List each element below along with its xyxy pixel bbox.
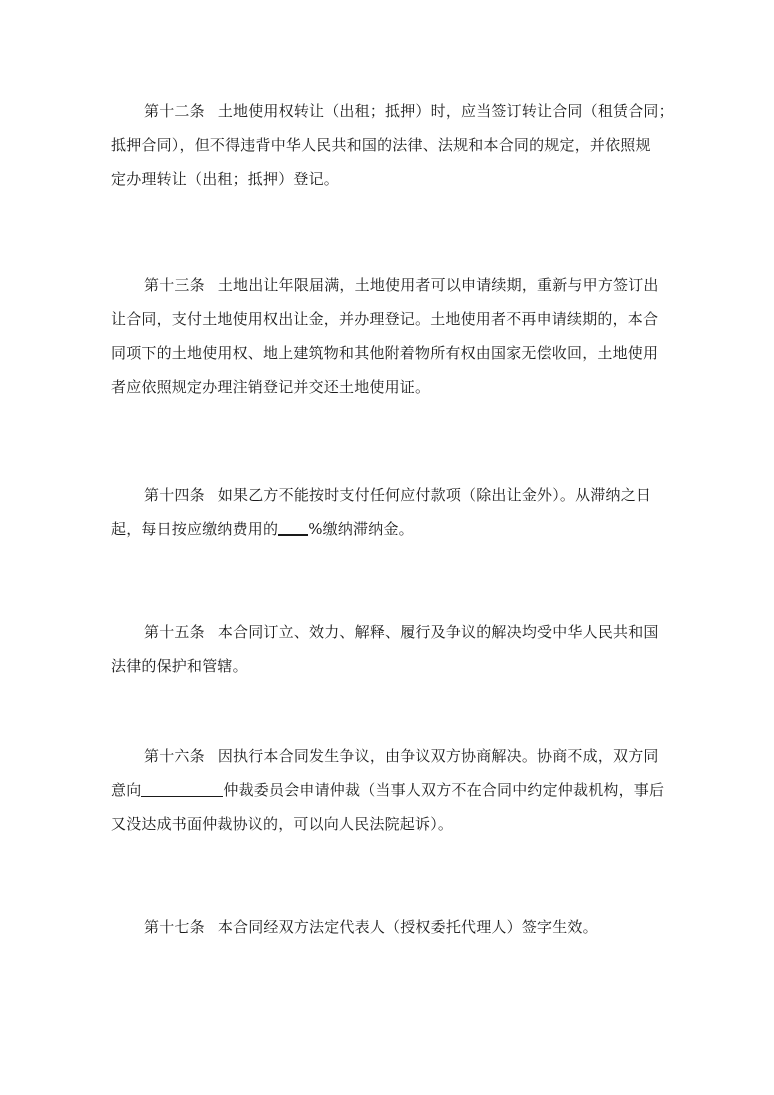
article-17-line-1	[111, 910, 671, 944]
article-14-text-2b: %缴纳滞纳金。	[308, 520, 414, 538]
article-14-line-2	[111, 512, 671, 546]
article-13-line-2: 让合同，支付土地使用权出让金，并办理登记。土地使用者不再申请续期的，本合	[111, 310, 659, 328]
article-16-text-2a: 意向	[111, 781, 142, 799]
article-16-text-2b: 仲裁委员会申请仲裁（当事人双方不在合同中约定仲裁机构，事后	[223, 781, 665, 799]
article-16-number: 第十六条	[144, 747, 205, 765]
arbitration-committee-blank[interactable]	[141, 778, 223, 797]
article-15-line-2: 法律的保护和管辖。	[111, 657, 248, 675]
article-13-line-1	[111, 268, 671, 302]
article-13-number: 第十三条	[144, 276, 205, 294]
article-13-text-1: 土地出让年限届满，土地使用者可以申请续期，重新与甲方签订出	[217, 276, 659, 294]
article-12	[111, 94, 674, 196]
article-14-text-2a: 起，每日按应缴纳费用的	[111, 520, 279, 538]
article-15	[111, 615, 671, 683]
article-15-number: 第十五条	[144, 623, 205, 641]
article-12-line-2: 抵押合同），但不得违背中华人民共和国的法律、法规和本合同的规定，并依照规	[111, 136, 651, 154]
article-16	[111, 739, 671, 841]
article-16-line-1	[111, 739, 671, 773]
article-13	[111, 268, 671, 404]
article-17-text-1: 本合同经双方法定代表人（授权委托代理人）签字生效。	[217, 918, 598, 936]
article-15-line-1	[111, 615, 671, 649]
late-fee-percent-blank[interactable]	[278, 516, 308, 536]
article-16-line-3: 又没达成书面仲裁协议的，可以向人民法院起诉）。	[111, 815, 454, 833]
article-16-text-1: 因执行本合同发生争议，由争议双方协商解决。协商不成，双方同	[217, 747, 659, 765]
article-12-line-3: 定办理转让（出租；抵押）登记。	[111, 170, 340, 188]
article-12-text-1: 土地使用权转让（出租；抵押）时，应当签订转让合同（租赁合同；	[217, 102, 674, 120]
article-12-line-1	[111, 94, 674, 128]
article-13-line-4: 者应依照规定办理注销登记并交还土地使用证。	[111, 378, 431, 396]
article-14-number: 第十四条	[144, 486, 205, 504]
article-13-line-3: 同项下的土地使用权、地上建筑物和其他附着物所有权由国家无偿收回，土地使用	[111, 344, 659, 362]
article-16-line-2	[111, 773, 671, 807]
article-14-line-1	[111, 478, 671, 512]
article-14	[111, 478, 671, 546]
article-12-number: 第十二条	[144, 102, 205, 120]
article-14-text-1: 如果乙方不能按时支付任何应付款项（除出让金外）。从滞纳之日	[217, 486, 652, 504]
article-17-number: 第十七条	[144, 918, 205, 936]
article-15-text-1: 本合同订立、效力、解释、履行及争议的解决均受中华人民共和国	[217, 623, 659, 641]
article-17	[111, 910, 671, 944]
